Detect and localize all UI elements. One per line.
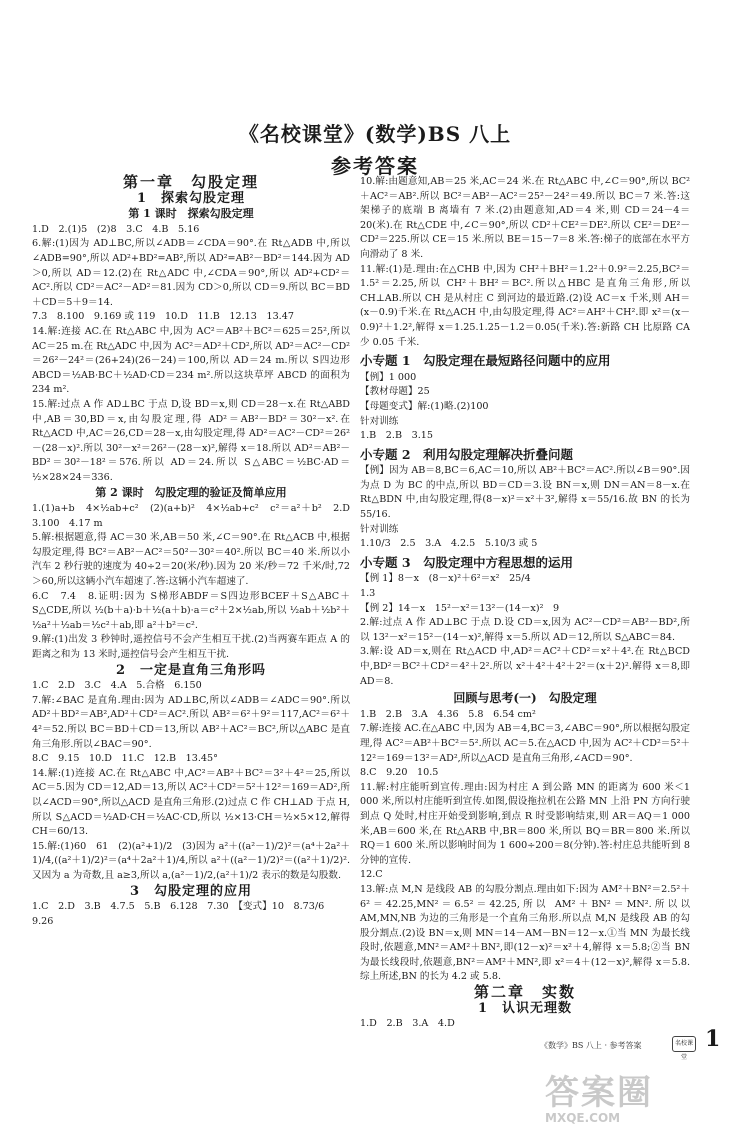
answer-line: 11.解:村庄能听到宣传.理由:因为村庄 A 到公路 MN 的距离为 600 米＜1 000 米,所以村庄能听到宣传.如图,假设拖拉机在公路 MN 上沿 PN 方向行驶到点 Q 处时,村庄开始受到影响,到点 R 时受影响结束,则 AR＝AQ＝1 000 米,AB＝600 米,在 Rt△ARB 中,BR＝800 米,所以 BQ＝BR＝800 米.所以 RQ＝1 600 米.所以影响时间为 1 600÷200＝8(分钟).答:村庄总共能听到 8 分钟的宣传. (360, 781, 690, 866)
topic-heading: 小专题 1 勾股定理在最短路径问题中的应用 (360, 353, 611, 369)
answer-line: 1.D 2.B 3.A 4.D (360, 1018, 455, 1030)
answer-line: 【母题变式】解:(1)略.(2)100 (360, 400, 489, 412)
section-heading: 2 一定是直角三角形吗 (115, 662, 267, 678)
answer-line: 15.解:(1)60 61 (2)(a²+1)/2 (3)因为 a²＋((a²－1)/2)²＝(a⁴＋2a²＋1)/4,((a²＋1)/2)²＝(a⁴＋2a²＋1)/4,所以 a²＋((a²－1)/2)²＝((a²＋1)/2)².又因为 a 为奇数,且 a≥3,所以 a,(a²－1)/2,(a²＋1)/2 表示的数是勾股数. (32, 840, 350, 881)
answer-line: 6.解:(1)因为 AD⊥BC,所以∠ADB＝∠CDA＝90°.在 Rt△ADB 中,所以∠ADB=90°,所以 AD²+BD²=AB²,所以 AD²=AB²－BD²＝144.因为 AD＞0,所以 AD＝12.(2)在 Rt△ADC 中,∠CDA＝90°,所以 AD²+CD²＝AC².所以 CD²＝AC²－AD²＝81.因为 CD＞0,所以 CD＝9.所以 BC＝BD＋CD＝5＋9＝14. (32, 238, 350, 308)
page-title: 《名校课堂》(数学)BS 八上 (238, 122, 512, 146)
answer-line: 6.C 7.4 8.证明:因为 S梯形ABDF＝S四边形BCEF＋S△ABC＋S△CDE,所以 ½(b＋a)·b＋½(a＋b)·a＝c²＋2×½ab,所以 ½ab＋½b²＋½a²＋½ab＝½c²＋ab,即 a²＋b²＝c². (32, 590, 350, 631)
topic-heading: 小专题 3 勾股定理中方程思想的运用 (360, 554, 574, 570)
chapter-heading: 第一章 勾股定理 (122, 173, 259, 191)
answer-line: 1.10/3 2.5 3.A 4.2.5 5.10/3 或 5 (360, 538, 538, 550)
answer-line: 14.解:(1)连接 AC.在 Rt△ABC 中,AC²＝AB²＋BC²＝3²＋4²＝25,所以 AC＝5.因为 CD＝12,AD＝13,所以 AC²＋CD²＝5²＋12²＝169＝AD²,所以∠ACD＝90°,所以△ACD 是直角三角形.(2)过点 C 作 CH⊥AD 于点 H,所以 S△ACD＝½AD·CH＝½AC·CD,所以 ½×13·CH＝½×5×12,解得 CH＝60/13. (32, 767, 350, 838)
answer-line: 9.26 (32, 915, 54, 927)
lesson-heading: 第 2 课时 勾股定理的验证及简单应用 (95, 486, 287, 500)
answer-line: 1.(1)a+b 4×½ab+c² (2)(a+b)² 4×½ab+c² c²＝a²＋b² 2.D 3.100 4.17 m (32, 503, 360, 529)
right-column (360, 175, 690, 1032)
answer-line: 1.B 2.B 3.A 4.36 5.8 6.54 cm² (360, 708, 536, 720)
answer-line: 1.D 2.(1)5 (2)8 3.C 4.B 5.16 (32, 223, 200, 235)
answer-line: 【例】因为 AB＝8,BC＝6,AC＝10,所以 AB²＋BC²＝AC².所以∠B＝90°.因为点 D 为 BC 的中点,所以 BD＝CD＝3.设 BN＝x,则 DN＝AN＝8－x.在 Rt△BDN 中,由勾股定理,得(8－x)²＝x²＋3²,解得 x＝55/16.故 BN 的长为 55/16. (360, 465, 690, 521)
chapter-heading: 第二章 实数 (473, 983, 576, 1002)
answer-line: 10.解:由题意知,AB＝25 米,AC＝24 米.在 Rt△ABC 中,∠C＝90°,所以 BC²＋AC²＝AB².所以 BC²＝AB²－AC²＝25²－24²＝49.所以 BC＝7 米.答:这架梯子的底端 B 离墙有 7 米.(2)由题意知,AD＝4 米,则 CD＝24－4＝20(米).在 Rt△CDE 中,∠C＝90°,所以 CD²＋CE²＝DE².所以 CE²＝DE²－CD²＝225.所以 CE＝15 米.所以 BE＝15－7＝8 米.答:梯子的底部在水平方向滑动了 8 米. (360, 176, 690, 260)
answer-line: 7.解:连接 AC.在△ABC 中,因为 AB＝4,BC＝3,∠ABC＝90°,所以根据勾股定理,得 AC²＝AB²＋BC²＝5².所以 AC＝5.在△ACD 中,因为 AC²＋CD²＝5²＋12²＝169＝13²＝AD²,所以△ACD 是直角三角形,∠ACD＝90°. (360, 723, 690, 764)
watermark-url: MXQE.COM (545, 1111, 621, 1125)
answer-line: 【例】1 000 (360, 371, 417, 383)
review-heading: 回顾与思考(一) 勾股定理 (453, 691, 597, 706)
page-subtitle: 参考答案 (331, 154, 419, 178)
page-footer: 《数学》BS 八上 · 参考答案 (540, 1041, 642, 1050)
section-heading: 3 勾股定理的应用 (129, 883, 253, 899)
page-number: 1 (705, 1026, 721, 1052)
topic-heading: 小专题 2 利用勾股定理解决折叠问题 (360, 446, 574, 462)
left-column (32, 173, 360, 929)
answer-line: 14.解:连接 AC.在 Rt△ABC 中,因为 AC²＝AB²＋BC²＝625＝25²,所以 AC＝25 m.在 Rt△ADC 中,因为 AC²＝AD²＋CD²,所以 AD²＝AC²－CD²＝26²－24²＝(26+24)(26－24)＝100,所以 AD＝24 m.所以 S四边形ABCD＝½AB·BC＋½AD·CD＝234 m².所以这块草坪 ABCD 的面积为 234 m². (32, 325, 350, 396)
answer-line: 1.B 2.B 3.15 (360, 430, 433, 442)
lesson-heading: 第 1 课时 探索勾股定理 (128, 207, 254, 221)
answer-line: 12.C (360, 869, 383, 881)
answer-line: 【教材母题】25 (360, 386, 430, 398)
answer-line: 针对训练 (360, 415, 399, 427)
answer-line: 1.C 2.D 3.B 4.7.5 5.B 6.128 7.30 【变式】10 8.73/6 (32, 901, 325, 913)
answer-line: 15.解:过点 A 作 AD⊥BC 于点 D,设 BD＝x,则 CD＝28－x.在 Rt△ABD 中,AB＝30,BD＝x,由勾股定理,得 AD²＝AB²－BD²＝30²－x².在 Rt△ACD 中,AC＝26,CD＝28－x,由勾股定理,得 AD²＝AC²－CD²＝26²－(28－x)².所以 30²－x²＝26²－(28－x)²,解得 x＝18.所以 AD²＝AB²－BD²＝30²－18²＝576.所以 AD＝24.所以 S△ABC＝½BC·AD＝½×28×24＝336. (32, 398, 350, 483)
answer-line: 针对训练 (360, 523, 399, 535)
answer-line: 【例 1】8－x (8－x)²＋6²＝x² 25/4 (360, 573, 531, 585)
publisher-logo: 名校课堂 (672, 1036, 696, 1052)
answer-line: 8.C 9.20 10.5 (360, 767, 439, 779)
answer-line: 11.解:(1)是.理由:在△CHB 中,因为 CH²＋BH²＝1.2²＋0.9²＝2.25,BC²＝1.5²＝2.25,所以 CH²＋BH²＝BC².所以△HBC 是直角三角形,所以 CH⊥AB.所以 CH 是从村庄 C 到河边的最近路.(2)设 AC＝x 千米,则 AH＝(x－0.9)千米.在 Rt△ACH 中,由勾股定理,得 AC²＝AH²＋CH².即 x²＝(x－0.9)²＋1.2²,解得 x＝1.25.1.25－1.2＝0.05(千米).答:新路 CH 比原路 CA 少 0.05 千米. (360, 263, 690, 348)
answer-line: 5.解:根据题意,得 AC＝30 米,AB＝50 米,∠C＝90°.在 Rt△ACB 中,根据勾股定理,得 BC²＝AB²－AC²＝50²－30²＝40².所以 BC＝40 米.所以小汽车 2 秒行驶的速度为 40÷2＝20(米/秒).因为 20 米/秒＝72 千米/时,72＞60,所以这辆小汽车超速了.答:这辆小汽车超速了. (32, 532, 350, 588)
answer-line: 1.3 (360, 588, 376, 600)
answer-line: 9.解:(1)出发 3 秒钟时,遥控信号不会产生相互干扰.(2)当两赛车距点 A 的距离之和为 13 米时,遥控信号会产生相互干扰. (32, 634, 350, 660)
answer-line: 13.解:点 M,N 是线段 AB 的勾股分割点.理由如下:因为 AM²＋BN²＝2.5²＋6²＝42.25,MN²＝6.5²＝42.25,所以 AM²＋BN²＝MN².所以以 AM,MN,NB 为边的三角形是一个直角三角形.所以点 M,N 是线段 AB 的勾股分割点.(2)设 BN＝x,则 MN＝14－AM－BN＝12－x.①当 MN 为最长线段时,依题意,MN²＝AM²＋BN²,即(12－x)²＝x²＋4,解得 x＝5.8;②当 BN 为最长线段时,依题意,BN²＝AM²＋MN²,即 x²＝4＋(12－x)²,解得 x＝5.8.综上所述,BN 的长为 4.2 或 5.8. (360, 883, 690, 983)
watermark-text: 答案圈 (545, 1073, 653, 1113)
section-heading: 1 认识无理数 (477, 1000, 573, 1016)
answer-line: 1.C 2.D 3.C 4.A 5.合格 6.150 (32, 680, 202, 692)
answer-line: 7.3 8.100 9.169 或 119 10.D 11.B 12.13 13.47 (32, 311, 294, 323)
section-heading: 1 探索勾股定理 (136, 190, 246, 206)
answer-line: 2.解:过点 A 作 AD⊥BC 于点 D.设 CD＝x,因为 AC²－CD²＝AB²－BD²,所以 13²－x²＝15²－(14－x)²,解得 x＝5.所以 AD＝12,所以 S△ABC＝84. (360, 617, 690, 643)
watermark-logo (545, 1073, 745, 1125)
answer-line: 7.解:∠BAC 是直角.理由:因为 AD⊥BC,所以∠ADB＝∠ADC＝90°.所以 AD²＋BD²＝AB²,AD²＋CD²＝AC².所以 AB²＝6²＋9²＝117,AC²＝6²＋4²＝52.所以 BC＝BD＋CD＝13,所以 AB²＋AC²＝BC²,所以△ABC 是直角三角形.所以∠BAC＝90°. (32, 694, 350, 750)
answer-line: 【例 2】14－x 15²－x²＝13²－(14－x)² 9 (360, 602, 560, 614)
answer-line: 8.C 9.15 10.D 11.C 12.B 13.45° (32, 753, 218, 765)
answer-line: 3.解:设 AD＝x,则在 Rt△ACD 中,AD²＝AC²＋CD²＝x²＋4².在 Rt△BCD 中,BD²＝BC²＋CD²＝4²＋2².所以 x²＋4²＋4²＋2²＝(x＋2)².解得 x＝8,即 AD＝8. (360, 646, 690, 687)
